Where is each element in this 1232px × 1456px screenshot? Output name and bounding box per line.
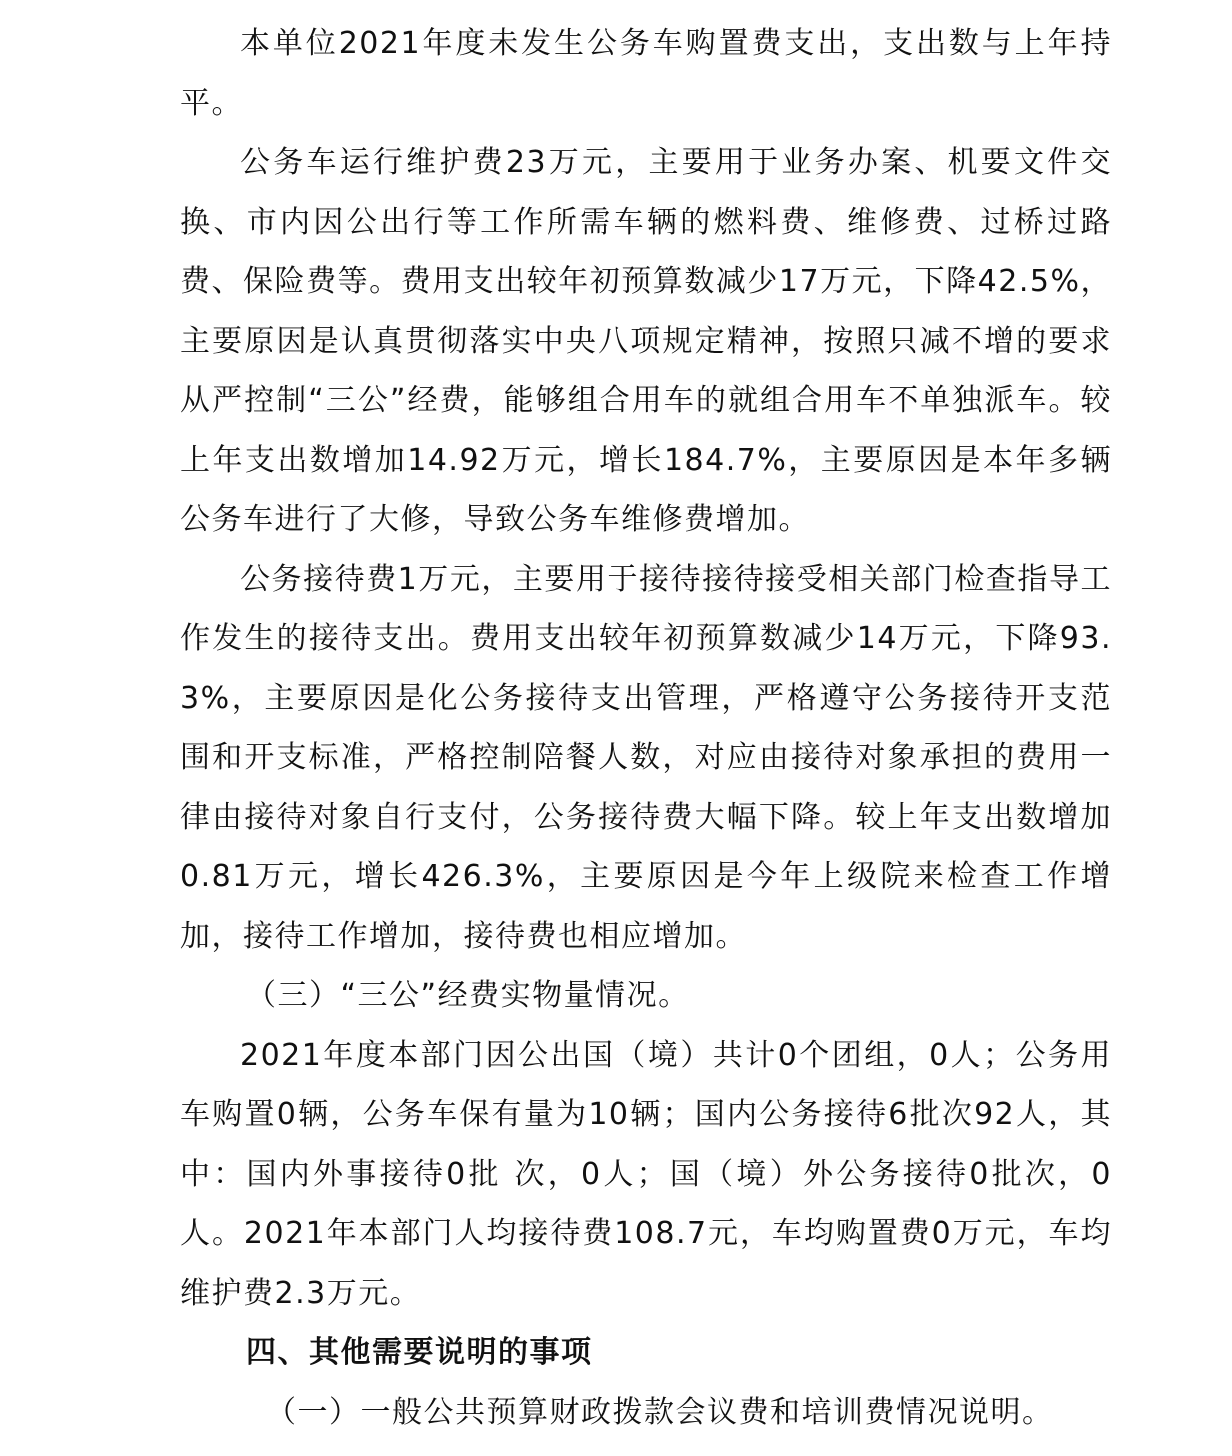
paragraph-reception-expense: 公务接待费1万元，主要用于接待接待接受相关部门检查指导工作发生的接待支出。费用支出较年初预算数减少14万元，下降93.3%，主要原因是化公务接待支出管理，严格遵守公务接待开支范围和开支标准，严格控制陪餐人数，对应由接待对象承担的费用一律由接待对象自行支付，公务接待费大幅下降。较上年支出数增加0.81万元，增长426.3%，主要原因是今年上级院来检查工作增加，接待工作增加，接待费也相应增加。	[180, 561, 1112, 954]
section-three-title: （三）“三公”经费实物量情况。	[246, 978, 690, 1013]
paragraph-vehicle-maintenance: 公务车运行维护费23万元，主要用于业务办案、机要文件交换、市内因公出行等工作所需车辆的燃料费、维修费、过桥过路费、保险费等。费用支出较年初预算数减少17万元，下降42.5%，主要原因是认真贯彻落实中央八项规定精神，按照只减不增的要求从严控制“三公”经费，能够组合用车的就组合用车不单独派车。较上年支出数增加14.92万元，增长184.7%，主要原因是本年多辆公务车进行了大修，导致公务车维修费增加。	[180, 145, 1112, 537]
paragraph-physical-quantity: 2021年度本部门因公出国（境）共计0个团组，0人；公务用车购置0辆，公务车保有量为10辆；国内公务接待6批次92人，其中：国内外事接待0批 次，0人；国（境）外公务接待0批次，0人。2021年本部门人均接待费108.7元，车均购置费0万元，车均维护费2.3万元。	[180, 1037, 1112, 1311]
sub-heading-meeting-training: （一）一般公共预算财政拨款会议费和培训费情况说明。	[266, 1394, 1054, 1430]
heading-other-matters: 四、其他需要说明的事项	[246, 1335, 593, 1370]
paragraph-vehicle-purchase: 本单位2021年度未发生公务车购置费支出，支出数与上年持平。	[180, 26, 1112, 121]
document-page	[180, 14, 1112, 1442]
